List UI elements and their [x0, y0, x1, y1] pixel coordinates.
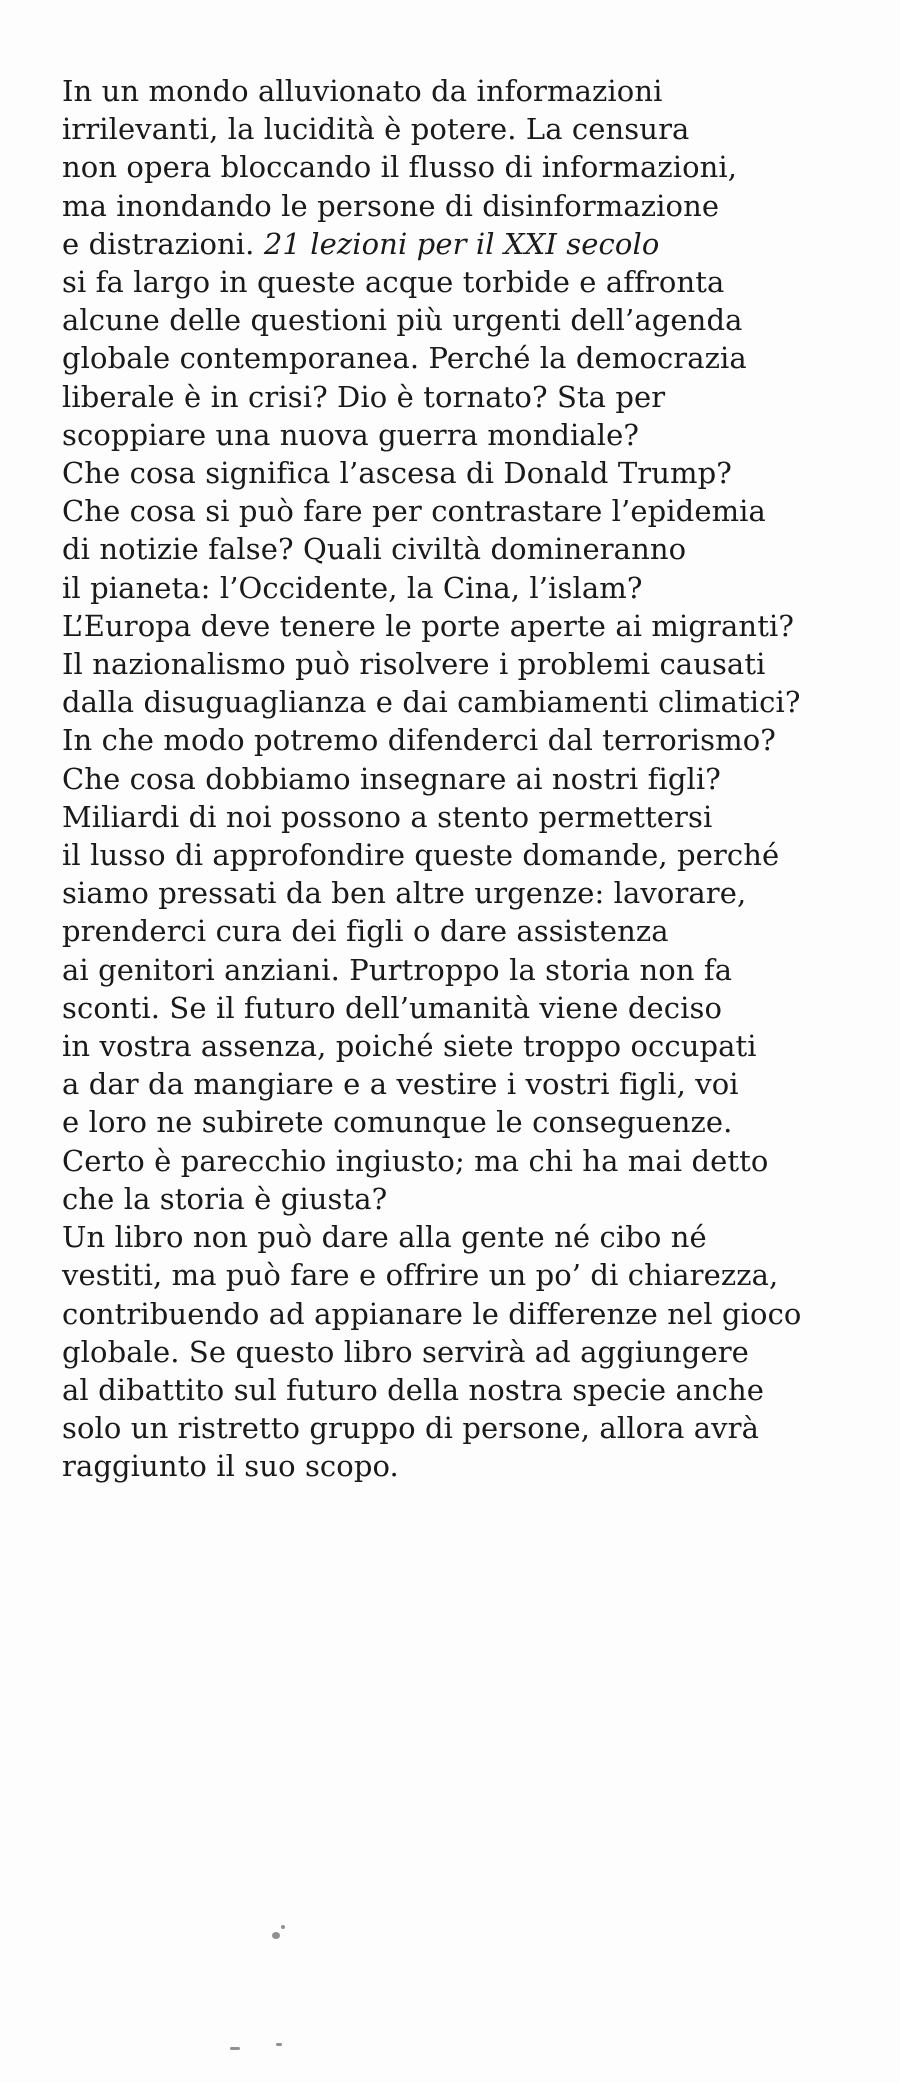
text-line: a dar da mangiare e a vestire i vostri figli, voi: [62, 1067, 739, 1102]
text-line: Il nazionalismo può risolvere i problemi causati: [62, 647, 766, 682]
text-line: il pianeta: l’Occidente, la Cina, l’islam?: [62, 570, 643, 605]
text-line: alcune delle questioni più urgenti dell’agenda: [62, 303, 743, 338]
text-line: liberale è in crisi? Dio è tornato? Sta per: [62, 379, 666, 414]
text-line: L’Europa deve tenere le porte aperte ai migranti?: [62, 608, 794, 643]
text-line: solo un ristretto gruppo di persone, allora avrà: [62, 1411, 760, 1446]
text-line: in vostra assenza, poiché siete troppo occupati: [62, 1029, 757, 1064]
text-line: In un mondo alluvionato da informazioni: [62, 74, 663, 108]
text-line: di notizie false? Quali civiltà domineranno: [62, 532, 687, 567]
text-line: dalla disuguaglianza e dai cambiamenti climatici?: [62, 685, 801, 720]
text-line: e loro ne subirete comunque le conseguenze.: [62, 1105, 733, 1140]
text-line: contribuendo ad appianare le differenze nel gioco: [62, 1296, 802, 1331]
text-line: il lusso di approfondire queste domande, perché: [62, 838, 780, 873]
book-title-italic: 21 lezioni per il XXI secolo: [263, 226, 660, 261]
text-line: Che cosa significa l’ascesa di Donald Trump?: [62, 456, 732, 491]
text-segment: e distrazioni.: [62, 226, 264, 261]
text-line: prenderci cura dei figli o dare assistenza: [62, 914, 669, 949]
text-line: vestiti, ma può fare e offrire un po’ di chiarezza,: [62, 1258, 779, 1293]
text-line: ma inondando le persone di disinformazione: [62, 188, 720, 223]
text-line: Che cosa dobbiamo insegnare ai nostri figli?: [62, 761, 721, 796]
text-line: Che cosa si può fare per contrastare l’epidemia: [62, 494, 766, 529]
text-line: che la storia è giusta?: [62, 1181, 388, 1216]
text-line: sconti. Se il futuro dell’umanità viene deciso: [62, 990, 723, 1025]
text-line: Miliardi di noi possono a stento permettersi: [62, 799, 713, 834]
text-line: si fa largo in queste acque torbide e affronta: [62, 265, 725, 300]
text-line: irrilevanti, la lucidità è potere. La censura: [62, 112, 690, 147]
text-line: Un libro non può dare alla gente né cibo né: [62, 1220, 707, 1255]
text-line: raggiunto il suo scopo.: [62, 1449, 399, 1484]
text-line: al dibattito sul futuro della nostra specie anche: [62, 1372, 765, 1407]
text-line: scoppiare una nuova guerra mondiale?: [62, 417, 640, 452]
text-line: globale contemporanea. Perché la democrazia: [62, 341, 747, 376]
scan-speck: [281, 1925, 285, 1929]
text-line: Certo è parecchio ingiusto; ma chi ha mai detto: [62, 1143, 769, 1178]
text-line: siamo pressati da ben altre urgenze: lavorare,: [62, 876, 747, 911]
blurb-text: [62, 72, 862, 1486]
text-line: non opera bloccando il flusso di informazioni,: [62, 150, 738, 185]
text-line: [62, 225, 862, 263]
text-line: globale. Se questo libro servirà ad aggiungere: [62, 1334, 749, 1369]
text-line: ai genitori anziani. Purtroppo la storia non fa: [62, 952, 733, 987]
scan-speck: [272, 1932, 280, 1939]
text-line: In che modo potremo difenderci dal terrorismo?: [62, 723, 776, 758]
scan-speck: [230, 2047, 240, 2050]
scan-speck: [276, 2043, 282, 2046]
